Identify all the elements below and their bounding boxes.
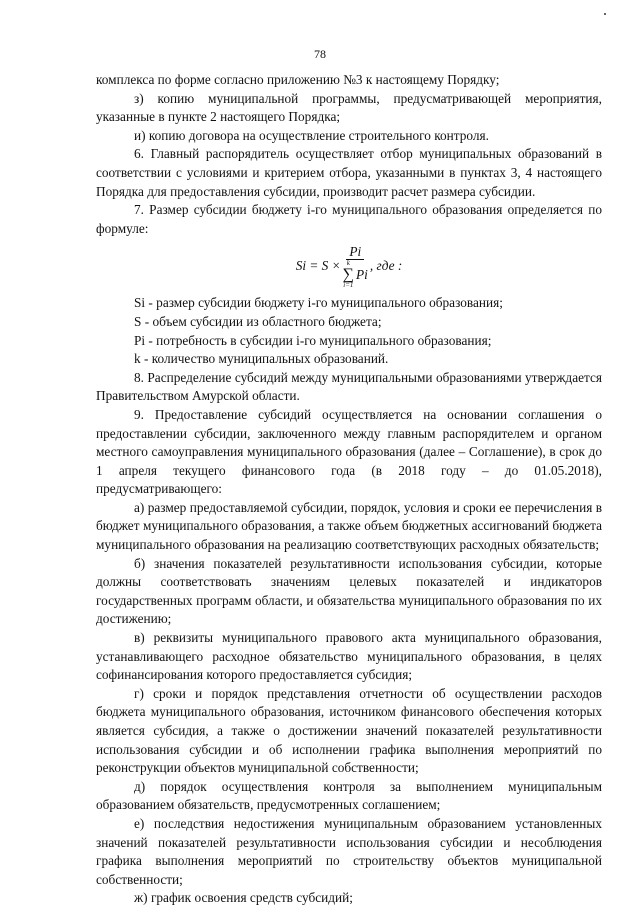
paragraph-item-v: в) реквизиты муниципального правового акта муниципального образования, устанавливающего расходное обязательство муниципального образования, в целях софинансирования которого предоставляется субсидия; bbox=[96, 630, 602, 683]
paragraph-item-z: з) копию муниципальной программы, предусматривающей мероприятия, указанные в пункте 2 настоящего Порядка; bbox=[96, 90, 602, 125]
paragraph-item-i: и) копию договора на осуществление строительного контроля. bbox=[134, 127, 489, 143]
formula-lhs: Si = S × bbox=[295, 258, 341, 274]
formula-suffix: , где : bbox=[369, 258, 403, 274]
paragraph-item-d: д) порядок осуществления контроля за выполнением муниципальным образованием обязательств, предусмотренных соглашением; bbox=[96, 778, 602, 813]
sum-upper-limit: k bbox=[346, 258, 350, 267]
document-body bbox=[96, 71, 602, 908]
definition-s: S - объем субсидии из областного бюджета; bbox=[134, 313, 382, 329]
scan-speck bbox=[604, 13, 606, 15]
paragraph-item-a: а) размер предоставляемой субсидии, порядок, условия и сроки ее перечисления в бюджет муниципального образования, а также объем бюджетных ассигнований бюджета муниципального образования на реализацию соответствующих расходных обязательств; bbox=[96, 499, 602, 553]
paragraph-9: 9. Предоставление субсидий осуществляется на основании соглашения о предоставлении субсидии, заключенного между главным распорядителем и органом местного самоуправления муниципального образования (далее – Соглашение), в срок до 1 апреля текущего финансового года (в 2018 году – до 01.05.2018), предусматривающего: bbox=[96, 406, 602, 497]
definition-k: k - количество муниципальных образований. bbox=[134, 351, 389, 367]
page-number: 78 bbox=[314, 47, 326, 61]
formula-numerator: Pi bbox=[346, 244, 364, 260]
definition-si: Si - размер субсидии бюджету i-го муниципального образования; bbox=[134, 295, 503, 311]
paragraph-6: 6. Главный распорядитель осуществляет отбор муниципальных образований в соответствии с условиями и критерием отбора, указанными в пунктах 3, 4 настоящего Порядка для предоставления субсидии, производит расчет размера субсидии. bbox=[96, 146, 602, 199]
paragraph-continuation: комплекса по форме согласно приложению №3 к настоящему Порядку; bbox=[96, 72, 500, 87]
formula-denominator-group bbox=[343, 260, 368, 289]
paragraph-item-g: г) сроки и порядок представления отчетности об осуществлении расходов бюджета муниципального образования, источником финансового обеспечения которых является субсидия, а также о достижении значений показателей результативности использования субсидии и об исполнении графика выполнения мероприятий по реконструкции объектов муниципальной собственности; bbox=[96, 685, 602, 776]
paragraph-7: 7. Размер субсидии бюджету i-го муниципального образования определяется по формуле: bbox=[96, 202, 602, 236]
paragraph-item-e: е) последствия недостижения муниципальным образованием установленных значений показателей результативности использования субсидии и несоблюдения графика выполнения мероприятий по строительству объектов муниципальной собственности; bbox=[96, 815, 602, 887]
paragraph-item-b: б) значения показателей результативности использования субсидии, которые должны соответствовать значениям целевых показателей и индикаторов государственных программ области, и обязательства муниципального образования по их достижению; bbox=[96, 555, 602, 627]
sum-symbol: ∑ bbox=[342, 265, 355, 283]
paragraph-8: 8. Распределение субсидий между муниципальными образованиями утверждается Правительством Амурской области. bbox=[96, 369, 602, 404]
sum-lower-limit: i=1 bbox=[343, 280, 354, 289]
subsidy-formula bbox=[96, 238, 602, 294]
formula-fraction bbox=[343, 244, 368, 289]
formula-denominator: Pi bbox=[356, 266, 368, 282]
sum-operator bbox=[343, 260, 354, 289]
definition-pi: Pi - потребность в субсидии i-го муниципального образования; bbox=[134, 332, 492, 348]
paragraph-item-zh: ж) график освоения средств субсидий; bbox=[134, 890, 353, 906]
